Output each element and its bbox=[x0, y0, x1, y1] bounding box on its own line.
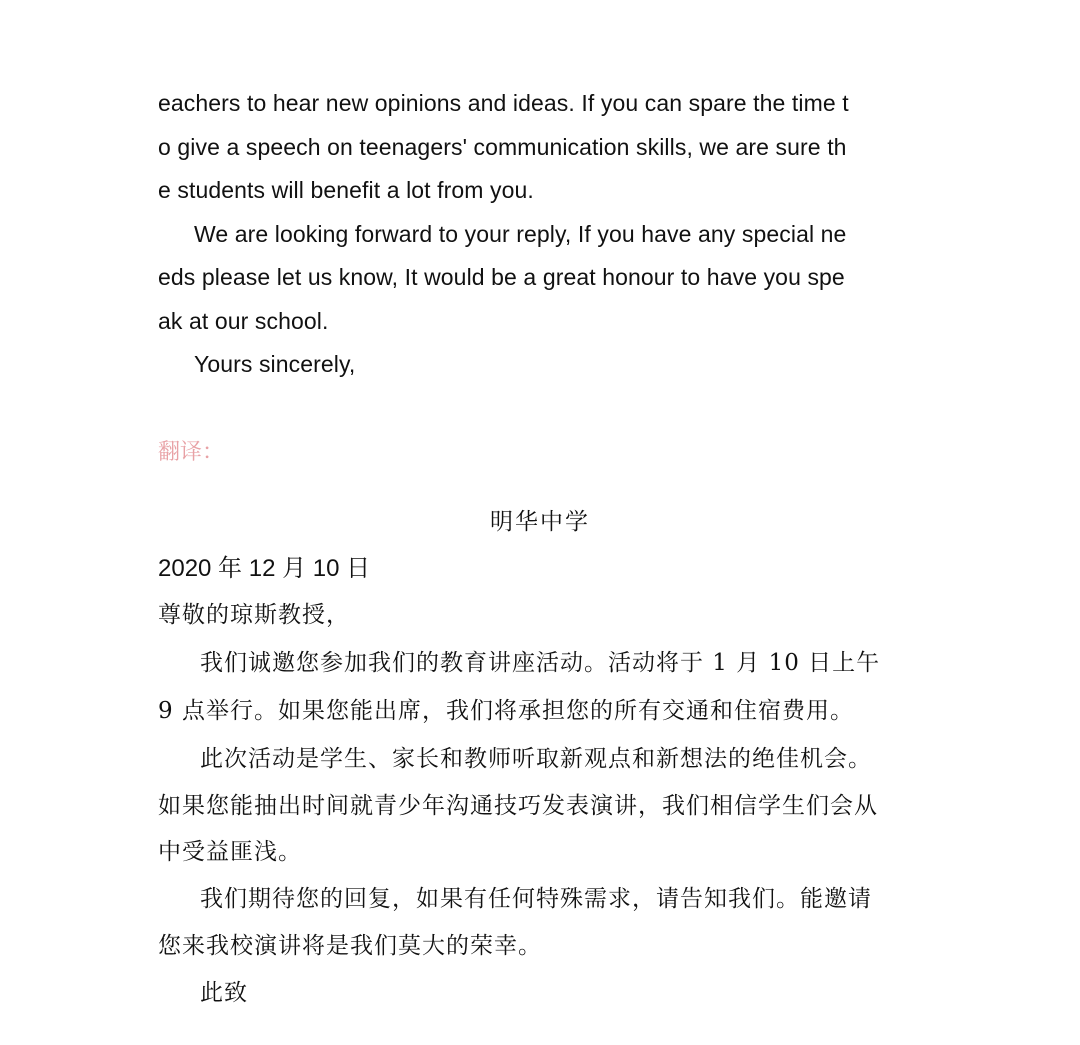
chinese-closing: 此致 bbox=[200, 980, 248, 1006]
letter-date: 2020 年 12 月 10 日 bbox=[158, 555, 371, 582]
chinese-paragraph-1-line-1: 我们诚邀您参加我们的教育讲座活动。活动将于 1 月 10 日上午 bbox=[200, 650, 881, 676]
english-paragraph-1-line-2: o give a speech on teenagers' communication skills, we are sure th bbox=[158, 134, 847, 160]
school-name: 明华中学 bbox=[490, 509, 590, 535]
chinese-paragraph-3-line-1: 我们期待您的回复，如果有任何特殊需求，请告知我们。能邀请 bbox=[200, 886, 872, 912]
english-paragraph-2-line-3: ak at our school. bbox=[158, 308, 329, 334]
english-paragraph-2-line-1: We are looking forward to your reply, If you have any special ne bbox=[194, 221, 847, 247]
english-paragraph-1-line-1: eachers to hear new opinions and ideas. If you can spare the time t bbox=[158, 90, 849, 116]
chinese-paragraph-1-line-2: 9 点举行。如果您能出席，我们将承担您的所有交通和住宿费用。 bbox=[158, 698, 854, 724]
chinese-paragraph-2-line-3: 中受益匪浅。 bbox=[158, 839, 302, 865]
salutation: 尊敬的琼斯教授， bbox=[158, 602, 350, 628]
english-paragraph-2-line-2: eds please let us know, It would be a great honour to have you spe bbox=[158, 264, 845, 290]
chinese-paragraph-2-line-2: 如果您能抽出时间就青少年沟通技巧发表演讲，我们相信学生们会从 bbox=[158, 793, 878, 819]
chinese-paragraph-3-line-2: 您来我校演讲将是我们莫大的荣幸。 bbox=[158, 933, 542, 959]
english-closing: Yours sincerely, bbox=[194, 351, 356, 377]
translation-label: 翻译： bbox=[158, 440, 225, 465]
english-paragraph-1-line-3: e students will benefit a lot from you. bbox=[158, 177, 534, 203]
chinese-paragraph-2-line-1: 此次活动是学生、家长和教师听取新观点和新想法的绝佳机会。 bbox=[200, 746, 872, 772]
